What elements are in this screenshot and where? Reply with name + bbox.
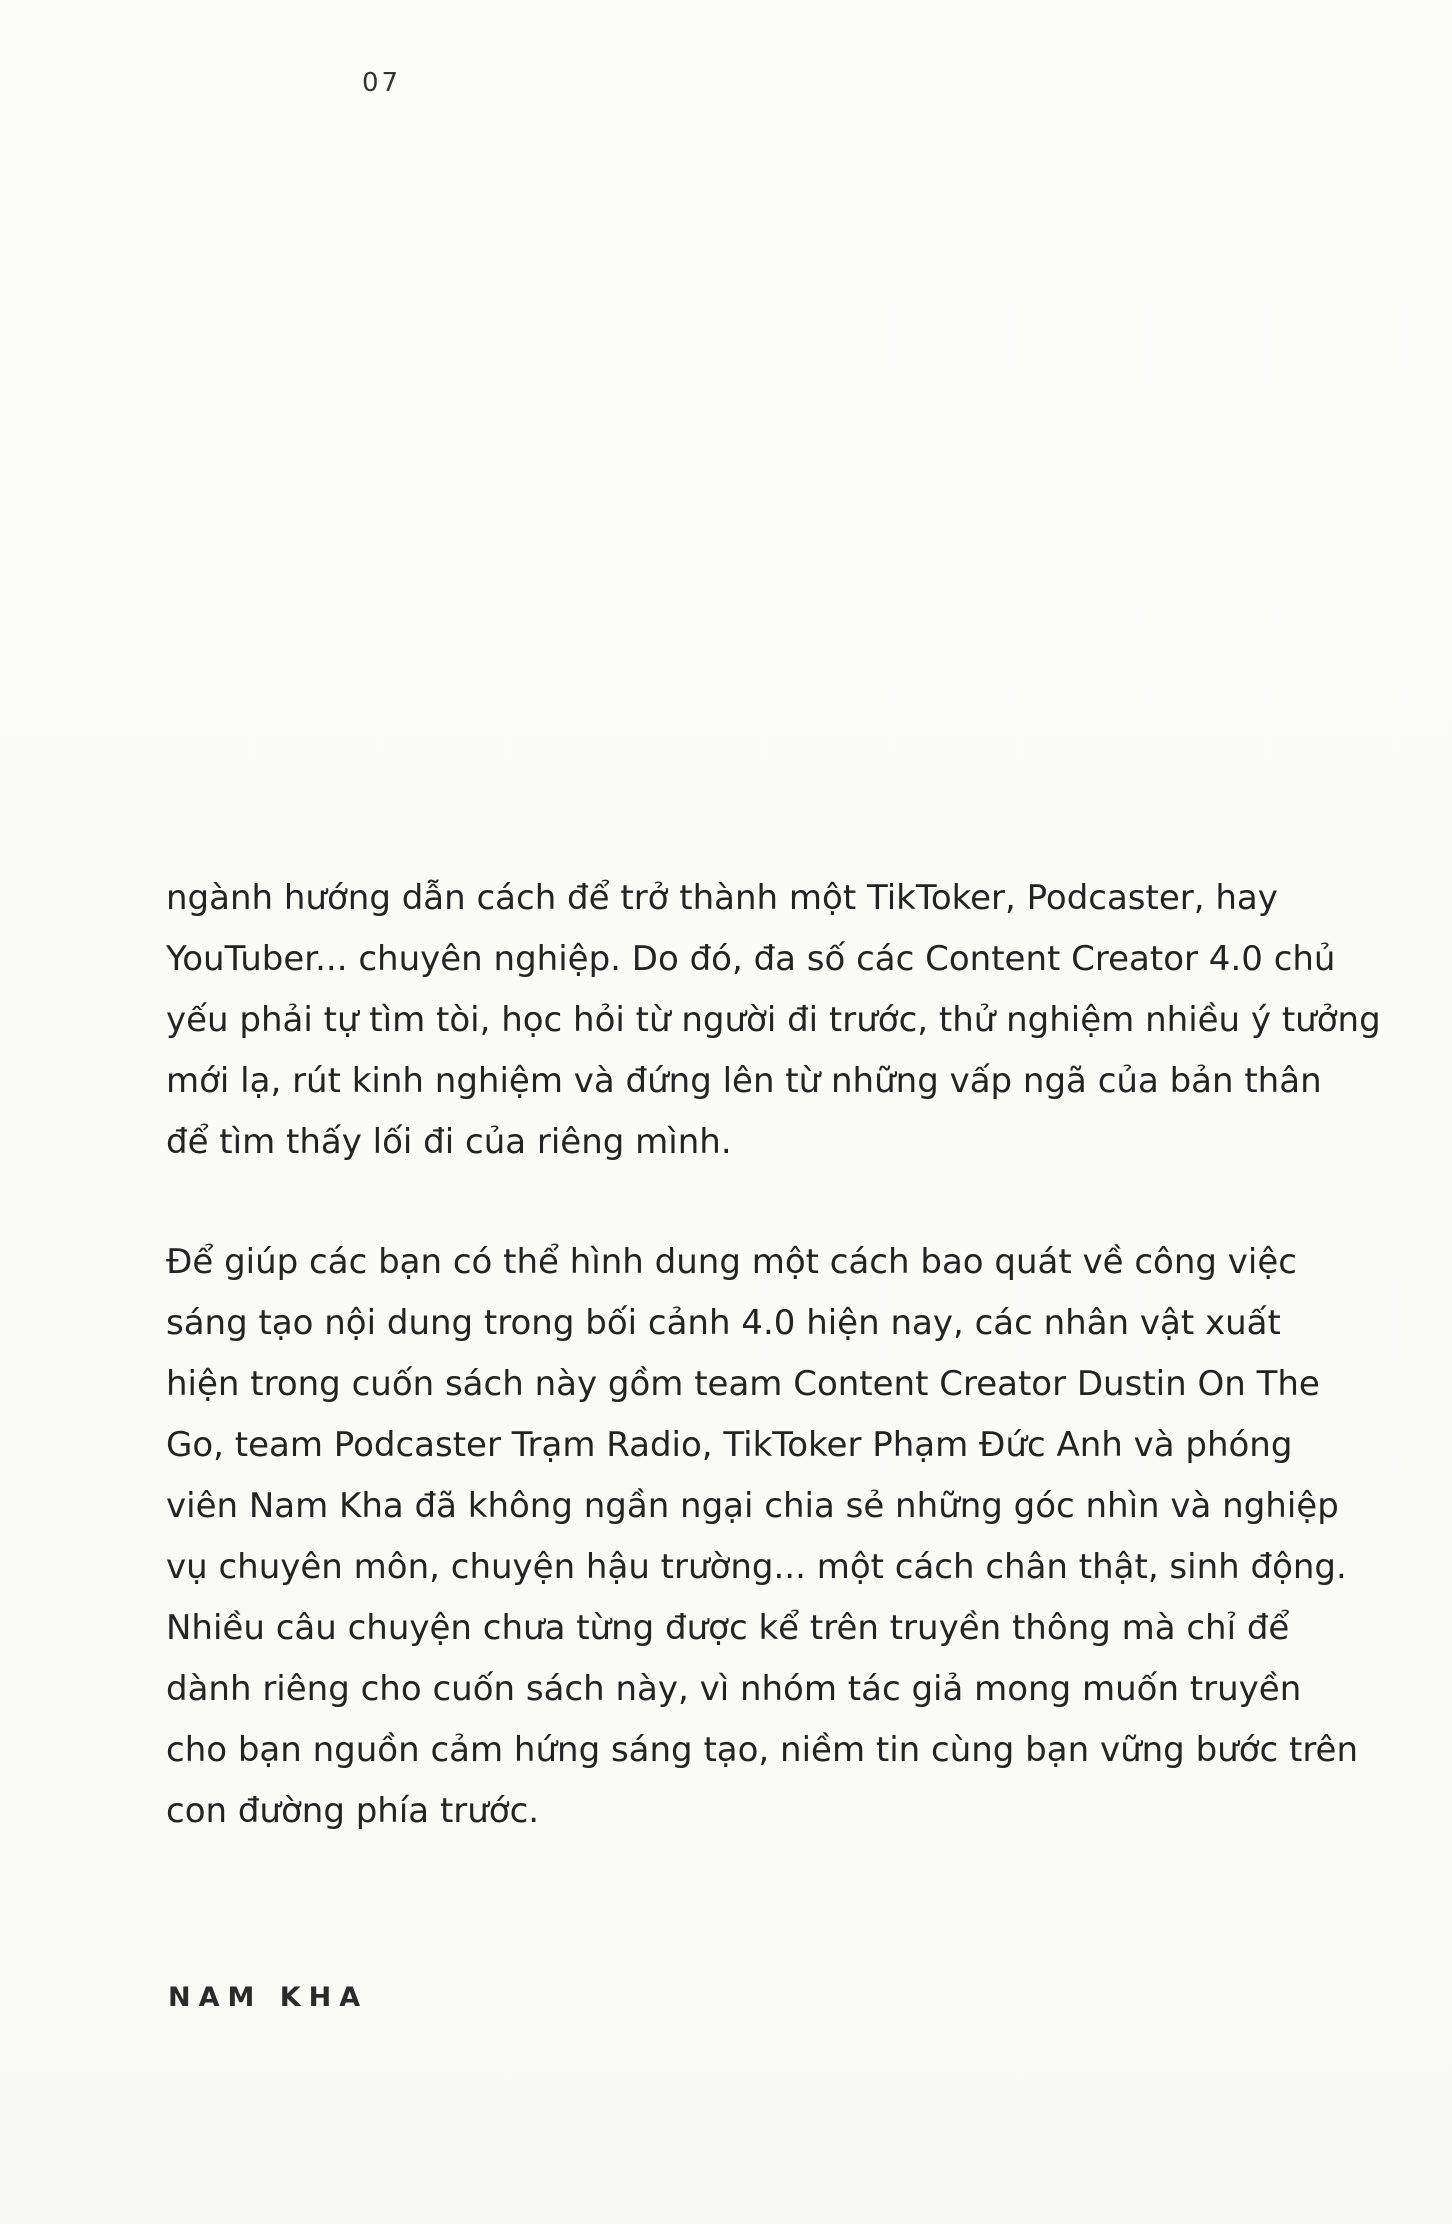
paragraph-2-line-5: viên Nam Kha đã không ngần ngại chia sẻ những góc nhìn và nghiệp xyxy=(166,1486,1339,1526)
paragraph-2-line-9: cho bạn nguồn cảm hứng sáng tạo, niềm tin cùng bạn vững bước trên xyxy=(166,1730,1359,1770)
paragraph-2-line-3: hiện trong cuốn sách này gồm team Content Creator Dustin On The xyxy=(166,1364,1320,1404)
paragraph-1-line-5: để tìm thấy lối đi của riêng mình. xyxy=(166,1122,732,1162)
paragraph-1-line-3: yếu phải tự tìm tòi, học hỏi từ người đi trước, thử nghiệm nhiều ý tưởng xyxy=(166,1000,1381,1040)
paragraph-2-line-7: Nhiều câu chuyện chưa từng được kể trên truyền thông mà chỉ để xyxy=(166,1608,1290,1648)
paragraph-2-line-10: con đường phía trước. xyxy=(166,1791,540,1831)
paragraph-1-line-2: YouTuber... chuyên nghiệp. Do đó, đa số các Content Creator 4.0 chủ xyxy=(166,939,1336,979)
paragraph-2 xyxy=(166,1232,1359,1842)
page-number: 07 xyxy=(362,68,402,98)
paragraph-2-line-8: dành riêng cho cuốn sách này, vì nhóm tác giả mong muốn truyền xyxy=(166,1669,1302,1709)
paragraph-2-line-4: Go, team Podcaster Trạm Radio, TikToker Phạm Đức Anh và phóng xyxy=(166,1425,1293,1465)
paragraph-1-line-1: ngành hướng dẫn cách để trở thành một TikToker, Podcaster, hay xyxy=(166,878,1278,918)
paragraph-2-line-6: vụ chuyên môn, chuyện hậu trường... một cách chân thật, sinh động. xyxy=(166,1547,1347,1587)
paragraph-1-line-4: mới lạ, rút kinh nghiệm và đứng lên từ những vấp ngã của bản thân xyxy=(166,1061,1322,1101)
paragraph-2-line-2: sáng tạo nội dung trong bối cảnh 4.0 hiện nay, các nhân vật xuất xyxy=(166,1303,1281,1343)
paragraph-1 xyxy=(166,868,1381,1173)
paragraph-2-line-1: Để giúp các bạn có thể hình dung một cách bao quát về công việc xyxy=(166,1242,1297,1282)
author-signature: NAM KHA xyxy=(168,1982,369,2013)
